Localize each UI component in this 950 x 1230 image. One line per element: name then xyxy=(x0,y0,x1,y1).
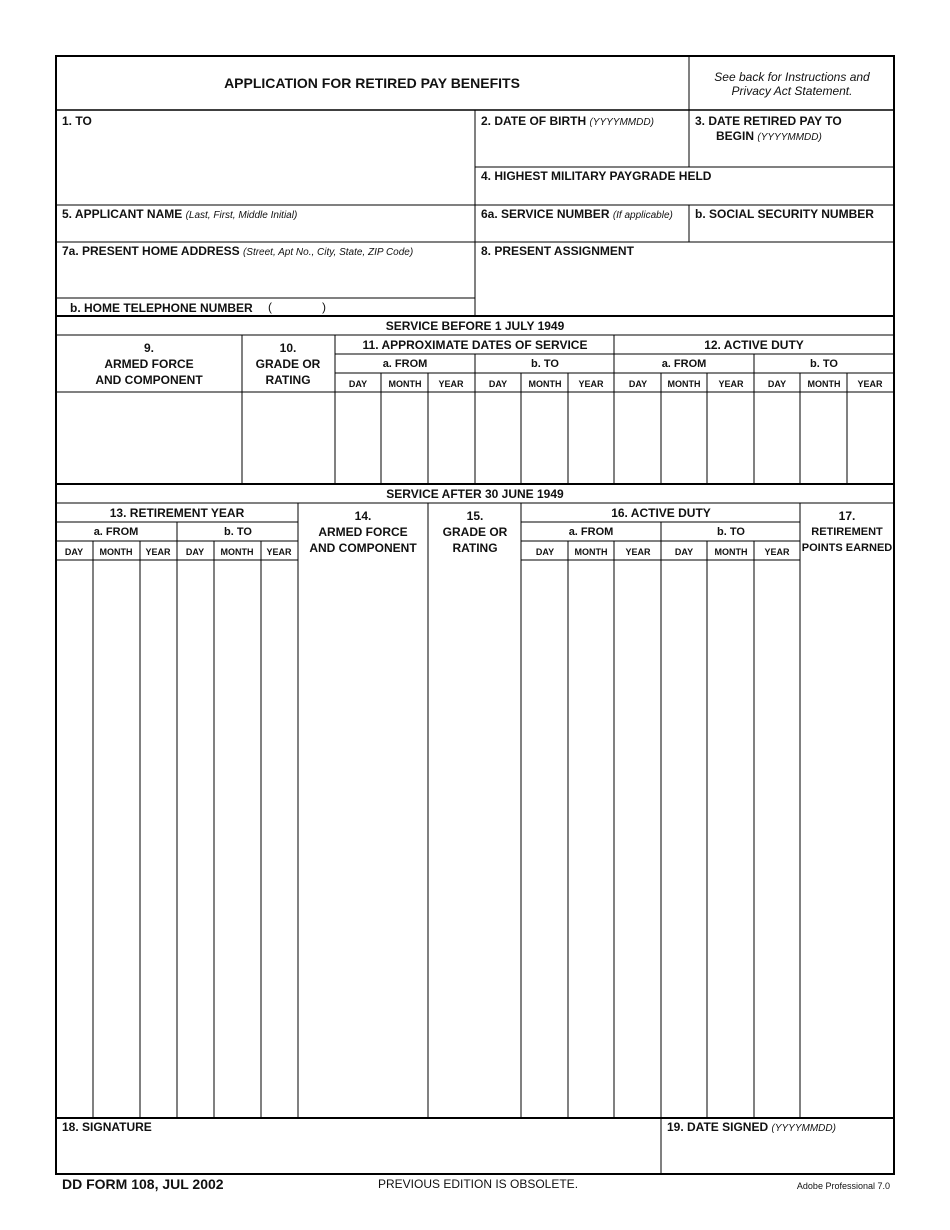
col16-heading: 16. ACTIVE DUTY xyxy=(611,506,711,520)
col15-number: 15. xyxy=(466,509,484,523)
col17-number: 17. xyxy=(838,509,856,523)
col9-label-line1: ARMED FORCE xyxy=(104,357,194,371)
see-back-note-line1: See back for Instructions and xyxy=(714,70,870,84)
col12-heading: 12. ACTIVE DUTY xyxy=(704,338,804,352)
form-id: DD FORM 108, JUL 2002 xyxy=(62,1176,224,1192)
signature-label: 18. SIGNATURE xyxy=(62,1120,152,1134)
to-field[interactable] xyxy=(57,130,474,204)
col13-to-year-header: YEAR xyxy=(266,547,292,557)
col11-to-year-header: YEAR xyxy=(578,379,604,389)
see-back-note-line2: Privacy Act Statement. xyxy=(731,84,853,98)
ssn-label: b. SOCIAL SECURITY NUMBER xyxy=(695,207,874,221)
col12-from-label: a. FROM xyxy=(661,358,707,370)
col12-from-day-header: DAY xyxy=(628,379,648,389)
col13-from-year-header: YEAR xyxy=(145,547,171,557)
col16-from-year-header: YEAR xyxy=(625,547,651,557)
applicant-name-label: 5. APPLICANT NAME (Last, First, Middle Initial) xyxy=(62,207,298,221)
signature-field[interactable] xyxy=(57,1136,660,1173)
col14-number: 14. xyxy=(354,509,372,523)
col14-label-line1: ARMED FORCE xyxy=(318,525,408,539)
home-phone-label: b. HOME TELEPHONE NUMBER xyxy=(70,301,253,315)
paygrade-field[interactable] xyxy=(476,184,893,204)
col11-from-day-header: DAY xyxy=(348,379,368,389)
software-note: Adobe Professional 7.0 xyxy=(796,1181,890,1191)
col15-label-line1: GRADE OR xyxy=(442,525,508,539)
col12-from-year-header: YEAR xyxy=(718,379,744,389)
date-of-birth-field[interactable] xyxy=(476,130,688,166)
col13-to-month-header: MONTH xyxy=(220,547,254,557)
col11-from-month-header: MONTH xyxy=(388,379,422,389)
col9-number: 9. xyxy=(143,341,155,355)
col16-from-month-header: MONTH xyxy=(574,547,608,557)
col11-from-year-header: YEAR xyxy=(438,379,464,389)
before-1949-entry-area[interactable] xyxy=(57,393,894,483)
col13-to-day-header: DAY xyxy=(185,547,205,557)
date-of-birth-label: 2. DATE OF BIRTH (YYYYMMDD) xyxy=(481,114,654,128)
to-label: 1. TO xyxy=(62,114,92,128)
col12-to-month-header: MONTH xyxy=(807,379,841,389)
home-address-label: 7a. PRESENT HOME ADDRESS (Street, Apt No., City, State, ZIP Code) xyxy=(62,244,414,258)
col13-from-day-header: DAY xyxy=(64,547,84,557)
col12-from-month-header: MONTH xyxy=(667,379,701,389)
col10-number: 10. xyxy=(279,341,297,355)
col16-to-label: b. TO xyxy=(717,526,745,538)
col16-to-day-header: DAY xyxy=(674,547,694,557)
col10-label-line2: RATING xyxy=(265,373,311,387)
date-signed-label: 19. DATE SIGNED (YYYYMMDD) xyxy=(667,1120,836,1134)
form-title: APPLICATION FOR RETIRED PAY BENEFITS xyxy=(224,75,520,91)
phone-paren-close: ) xyxy=(322,300,326,314)
col13-from-month-header: MONTH xyxy=(99,547,133,557)
after-1949-entry-area[interactable] xyxy=(57,561,894,1117)
ssn-field[interactable] xyxy=(690,222,893,241)
col17-label-line1: RETIREMENT xyxy=(811,526,883,538)
col12-to-day-header: DAY xyxy=(767,379,787,389)
col16-from-label: a. FROM xyxy=(568,526,614,538)
present-assignment-field[interactable] xyxy=(476,259,893,315)
col11-from-label: a. FROM xyxy=(382,358,428,370)
col15-label-line2: RATING xyxy=(452,541,498,555)
retired-pay-begin-field[interactable] xyxy=(690,145,893,166)
col16-to-year-header: YEAR xyxy=(764,547,790,557)
col14-label-line2: AND COMPONENT xyxy=(309,541,417,555)
home-phone-field[interactable] xyxy=(275,299,474,315)
service-number-field[interactable] xyxy=(476,222,688,241)
col16-from-day-header: DAY xyxy=(535,547,555,557)
service-number-label: 6a. SERVICE NUMBER (If applicable) xyxy=(481,207,673,221)
date-signed-field[interactable] xyxy=(662,1136,893,1173)
col13-from-label: a. FROM xyxy=(93,526,139,538)
col10-label-line1: GRADE OR xyxy=(255,357,321,371)
col13-to-label: b. TO xyxy=(224,526,252,538)
retired-pay-begin-label-line1: 3. DATE RETIRED PAY TO xyxy=(695,114,842,128)
col13-heading: 13. RETIREMENT YEAR xyxy=(109,506,245,520)
present-assignment-label: 8. PRESENT ASSIGNMENT xyxy=(481,244,634,258)
col11-to-day-header: DAY xyxy=(488,379,508,389)
paygrade-label: 4. HIGHEST MILITARY PAYGRADE HELD xyxy=(481,169,712,183)
phone-paren-open: ( xyxy=(268,300,272,314)
home-address-field[interactable] xyxy=(57,259,474,297)
col9-label-line2: AND COMPONENT xyxy=(95,373,203,387)
col12-to-year-header: YEAR xyxy=(857,379,883,389)
section-after-1949-heading: SERVICE AFTER 30 JUNE 1949 xyxy=(386,487,564,501)
col12-to-label: b. TO xyxy=(810,358,838,370)
edition-note: PREVIOUS EDITION IS OBSOLETE. xyxy=(377,1177,579,1191)
col11-heading: 11. APPROXIMATE DATES OF SERVICE xyxy=(362,338,588,352)
col11-to-month-header: MONTH xyxy=(528,379,562,389)
col16-to-month-header: MONTH xyxy=(714,547,748,557)
col17-label-line2: POINTS EARNED xyxy=(801,542,893,554)
col11-to-label: b. TO xyxy=(531,358,559,370)
retired-pay-begin-label-line2: BEGIN (YYYYMMDD) xyxy=(716,129,822,143)
section-before-1949-heading: SERVICE BEFORE 1 JULY 1949 xyxy=(385,319,565,333)
applicant-name-field[interactable] xyxy=(57,222,474,241)
